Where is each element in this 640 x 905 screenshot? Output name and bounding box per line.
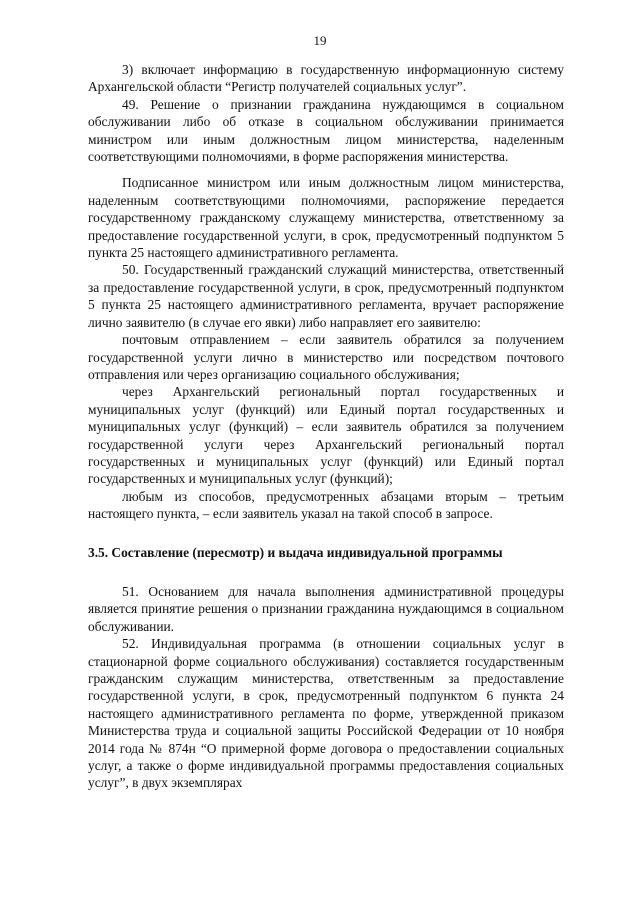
paragraph-52: 52. Индивидуальная программа (в отношении социальных услуг в стационарной форме социального обслуживания) составляется государственным гражданским служащим министерства, ответственным за предоставление государственной услуги, в срок, предусмотренный подпунктом 6 пункта 24 настоящего административного регламента по форме, утвержденной приказом Министерства труда и социальной защиты Российской Федерации от 10 ноября 2014 года № 874н “О примерной форме договора о предоставлении социальных услуг, а также о форме индивидуальной программы предоставления социальных услуг”, в двух экземплярах: [88, 636, 564, 791]
paragraph-50-portal: через Архангельский региональный портал государственных и муниципальных услуг (функций) или Единый портал государственных и муниципальных услуг (функций) – если заявитель обратился за получением государственной услуги через Архангельский региональный портал государственных и муниципальных услуг (функций) или Единый портал государственных и муниципальных услуг (функций);: [88, 384, 564, 487]
paragraph-50: 50. Государственный гражданский служащий министерства, ответственный за предоставление государственной услуги, в срок, предусмотренный подпунктом 5 пункта 25 настоящего административного регламента, вручает распоряжение лично заявителю (в случае его явки) либо направляет его заявителю:: [88, 262, 564, 330]
paragraph-49: 49. Решение о признании гражданина нуждающимся в социальном обслуживании либо об отказе в социальном обслуживании принимается министром или иным должностным лицом министерства, наделенным соответствующими полномочиями, в форме распоряжения министерства.: [88, 96, 564, 165]
section-heading: 3.5. Составление (пересмотр) и выдача индивидуальной программы: [88, 544, 503, 560]
paragraph-50-any-method: любым из способов, предусмотренных абзацами вторым – третьим настоящего пункта, – если заявитель указал на такой способ в запросе.: [88, 488, 564, 522]
paragraph-50-postal: почтовым отправлением – если заявитель обратился за получением государственной услуги лично в министерство или посредством почтового отправления или через организацию социального обслуживания;: [88, 332, 564, 382]
document-body: [88, 61, 564, 792]
paragraph-item-3: 3) включает информацию в государственную информационную систему Архангельской области “Регистр получателей социальных услуг”.: [88, 62, 564, 95]
paragraph-51: 51. Основанием для начала выполнения административной процедуры является принятие решения о признании гражданина нуждающимся в социальном обслуживании.: [88, 583, 564, 634]
paragraph-49-signed-order: Подписанное министром или иным должностным лицом министерства, наделенным соответствующими полномочиями, распоряжение передается государственному гражданскому служащему министерства, ответственному за предоставление государственной услуги, в срок, предусмотренный подпунктом 5 пункта 25 настоящего административного регламента.: [88, 175, 564, 261]
page-number: 19: [313, 33, 327, 48]
